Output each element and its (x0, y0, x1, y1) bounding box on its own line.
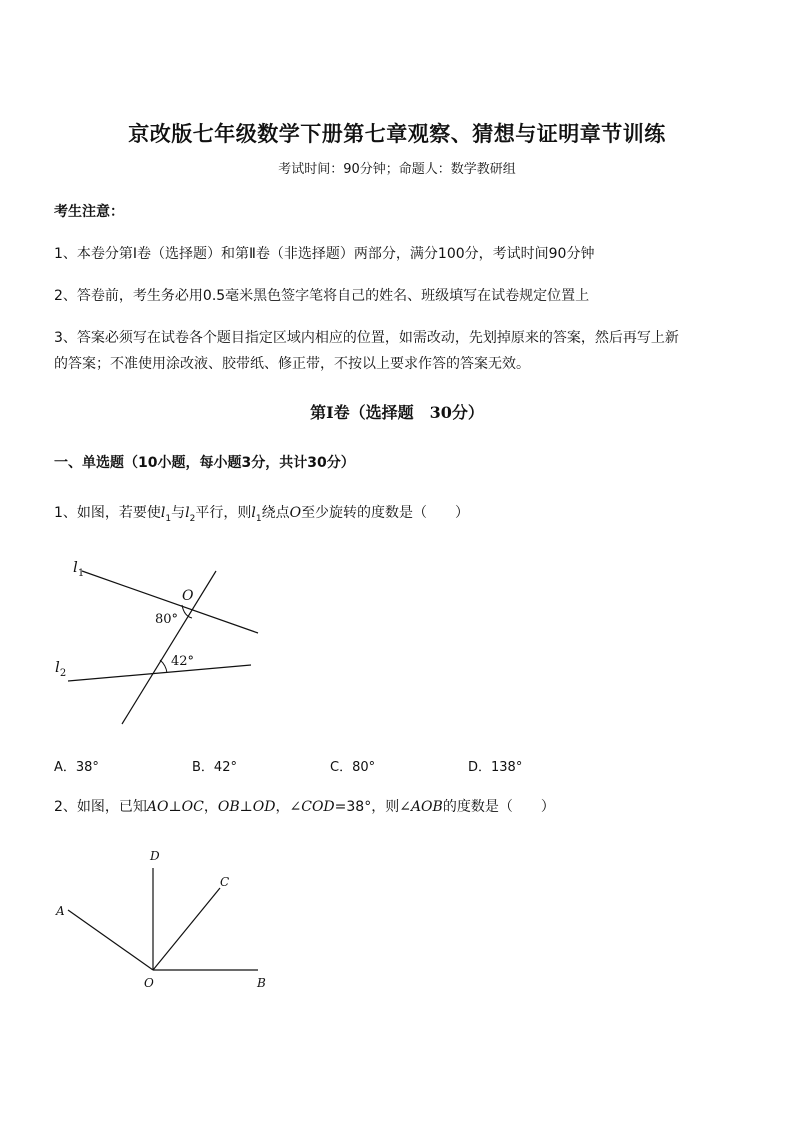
figure-2 (55, 849, 266, 990)
transversal-line (122, 571, 216, 724)
angle-42-arc (160, 660, 167, 673)
q1-option-b[interactable]: B．42° (192, 760, 237, 775)
q2-cond1: AO⊥OC (146, 799, 204, 815)
question-2-text (54, 796, 555, 816)
notice-item-3-line-1: 3、答案必须写在试卷各个题目指定区域内相应的位置，如需改动，先划掉原来的答案，然后再写上新 (54, 330, 679, 346)
q1-l1b: l (251, 505, 256, 521)
q2-target: ∠AOB (399, 799, 443, 815)
q1-option-a[interactable]: A．38° (54, 760, 99, 775)
ray-OC (153, 888, 220, 970)
label-O2: O (144, 976, 154, 990)
label-B: B (257, 976, 266, 990)
q1-l1b-sub: 1 (255, 513, 262, 524)
q2-suffix: 的度数是（ ） (442, 799, 555, 815)
q2-mid: ，则 (371, 799, 400, 815)
q2-sep1: ， (203, 799, 218, 815)
q1-mid2: 平行，则 (195, 505, 252, 521)
notice-item-3-line-2: 的答案；不准使用涂改液、胶带纸、修正带，不按以上要求作答的答案无效。 (54, 356, 530, 372)
notice-item-2: 2、答卷前，考生务必用0.5毫米黑色签字笔将自己的姓名、班级填写在试卷规定位置上 (54, 288, 590, 304)
label-l2: $l_2$ (55, 658, 67, 679)
part-heading: 一、单选题（10小题，每小题3分，共计30分） (54, 455, 355, 471)
notice-item-1: 1、本卷分第Ⅰ卷（选择题）和第Ⅱ卷（非选择题）两部分，满分100分，考试时间90分钟 (54, 246, 595, 262)
q1-l2: l (185, 505, 190, 521)
label-O: O (182, 588, 194, 604)
q2-cond2: OB⊥OD (217, 799, 276, 815)
q1-l1: l (160, 505, 166, 521)
q1-option-d[interactable]: D．138° (468, 760, 523, 775)
angle-80-label: 80° (155, 612, 179, 627)
label-D: D (150, 849, 160, 863)
figure-1 (55, 558, 258, 724)
q2-cond3-val: =38° (334, 799, 372, 815)
page-title: 京改版七年级数学下册第七章观察、猜想与证明章节训练 (128, 121, 666, 146)
label-C: C (220, 875, 230, 889)
q2-sep2: ， (275, 799, 290, 815)
q1-option-c[interactable]: C．80° (330, 760, 376, 775)
line-l2 (68, 665, 251, 681)
ray-OA (68, 910, 153, 970)
q1-mid3: 绕点 (261, 505, 290, 521)
q2-prefix: 2、如图，已知 (54, 799, 147, 815)
section-title: 第Ⅰ卷（选择题 30分） (310, 403, 484, 422)
q1-mid1: 与 (171, 505, 186, 521)
q1-l2-sub: 2 (189, 513, 196, 524)
q1-prefix: 1、如图，若要使 (54, 505, 161, 521)
q1-point: O (289, 505, 302, 521)
q1-l1-sub: 1 (165, 513, 172, 524)
label-l1: $l_1$ (73, 558, 85, 579)
q2-cond3: ∠COD (289, 799, 335, 815)
exam-info: 考试时间：90分钟；命题人：数学教研组 (278, 162, 516, 177)
angle-42-label: 42° (171, 654, 195, 669)
notice-heading: 考生注意： (54, 204, 124, 220)
label-A: A (56, 904, 65, 918)
q1-suffix: 至少旋转的度数是（ ） (301, 505, 470, 521)
